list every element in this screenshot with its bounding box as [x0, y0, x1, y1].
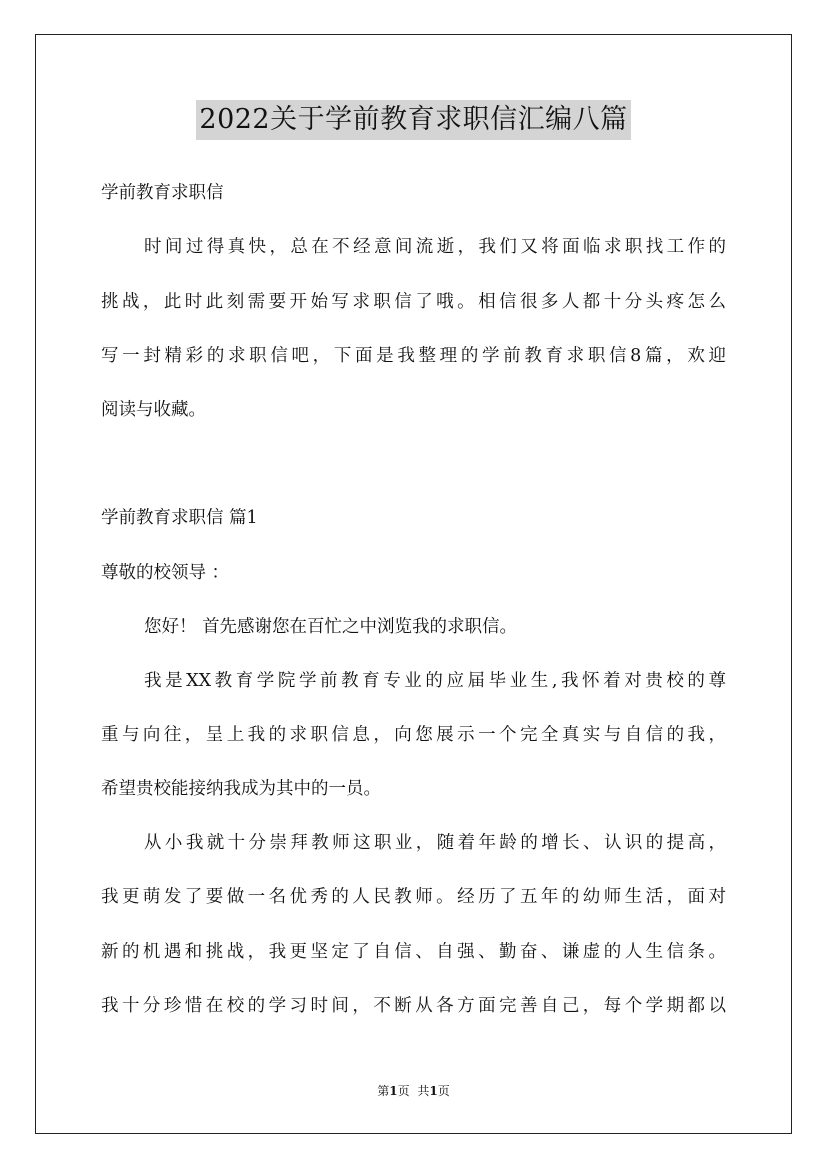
paragraph-line: 我是XX教育学院学前教育专业的应届毕业生,我怀着对贵校的尊 — [144, 671, 726, 691]
document-title: 2022关于学前教育求职信汇编八篇 — [196, 100, 630, 140]
paragraph-line: 阅读与收藏。 — [101, 400, 206, 420]
paragraph-line: 我更萌发了要做一名优秀的人民教师。经历了五年的幼师生活，面对 — [101, 887, 726, 907]
total-suffix: 页 — [437, 1084, 450, 1098]
page-suffix: 页 — [397, 1084, 410, 1098]
paragraph-line: 新的机遇和挑战，我更坚定了自信、自强、勤奋、谦虚的人生信条。 — [101, 942, 726, 962]
paragraph-line: 写一封精彩的求职信吧，下面是我整理的学前教育求职信8篇，欢迎 — [101, 346, 726, 366]
section-heading: 学前教育求职信 — [101, 183, 224, 203]
paragraph-line: 时间过得真快，总在不经意间流逝，我们又将面临求职找工作的 — [144, 237, 726, 257]
total-prefix: 共 — [417, 1084, 430, 1098]
salutation: 尊敬的校领导 ： — [101, 563, 230, 583]
page-footer — [0, 1083, 827, 1099]
paragraph-line: 重与向往，呈上我的求职信息，向您展示一个完全真实与自信的我， — [101, 725, 726, 745]
greeting-line: 您好！ 首先感谢您在百忙之中浏览我的求职信。 — [144, 617, 518, 637]
page-prefix: 第 — [377, 1084, 390, 1098]
paragraph-line: 挑战，此时此刻需要开始写求职信了哦。相信很多人都十分头疼怎么 — [101, 292, 726, 312]
paragraph-line: 希望贵校能接纳我成为其中的一员。 — [101, 779, 381, 799]
paragraph-line: 从小我就十分崇拜教师这职业，随着年龄的增长、认识的提高， — [144, 833, 726, 853]
letter-heading: 学前教育求职信 篇1 — [101, 508, 258, 528]
page-number: 1 — [389, 1084, 398, 1098]
paragraph-line: 我十分珍惜在校的学习时间，不断从各方面完善自己，每个学期都以 — [101, 996, 726, 1016]
title-container — [0, 100, 827, 140]
total-pages: 1 — [429, 1084, 438, 1098]
